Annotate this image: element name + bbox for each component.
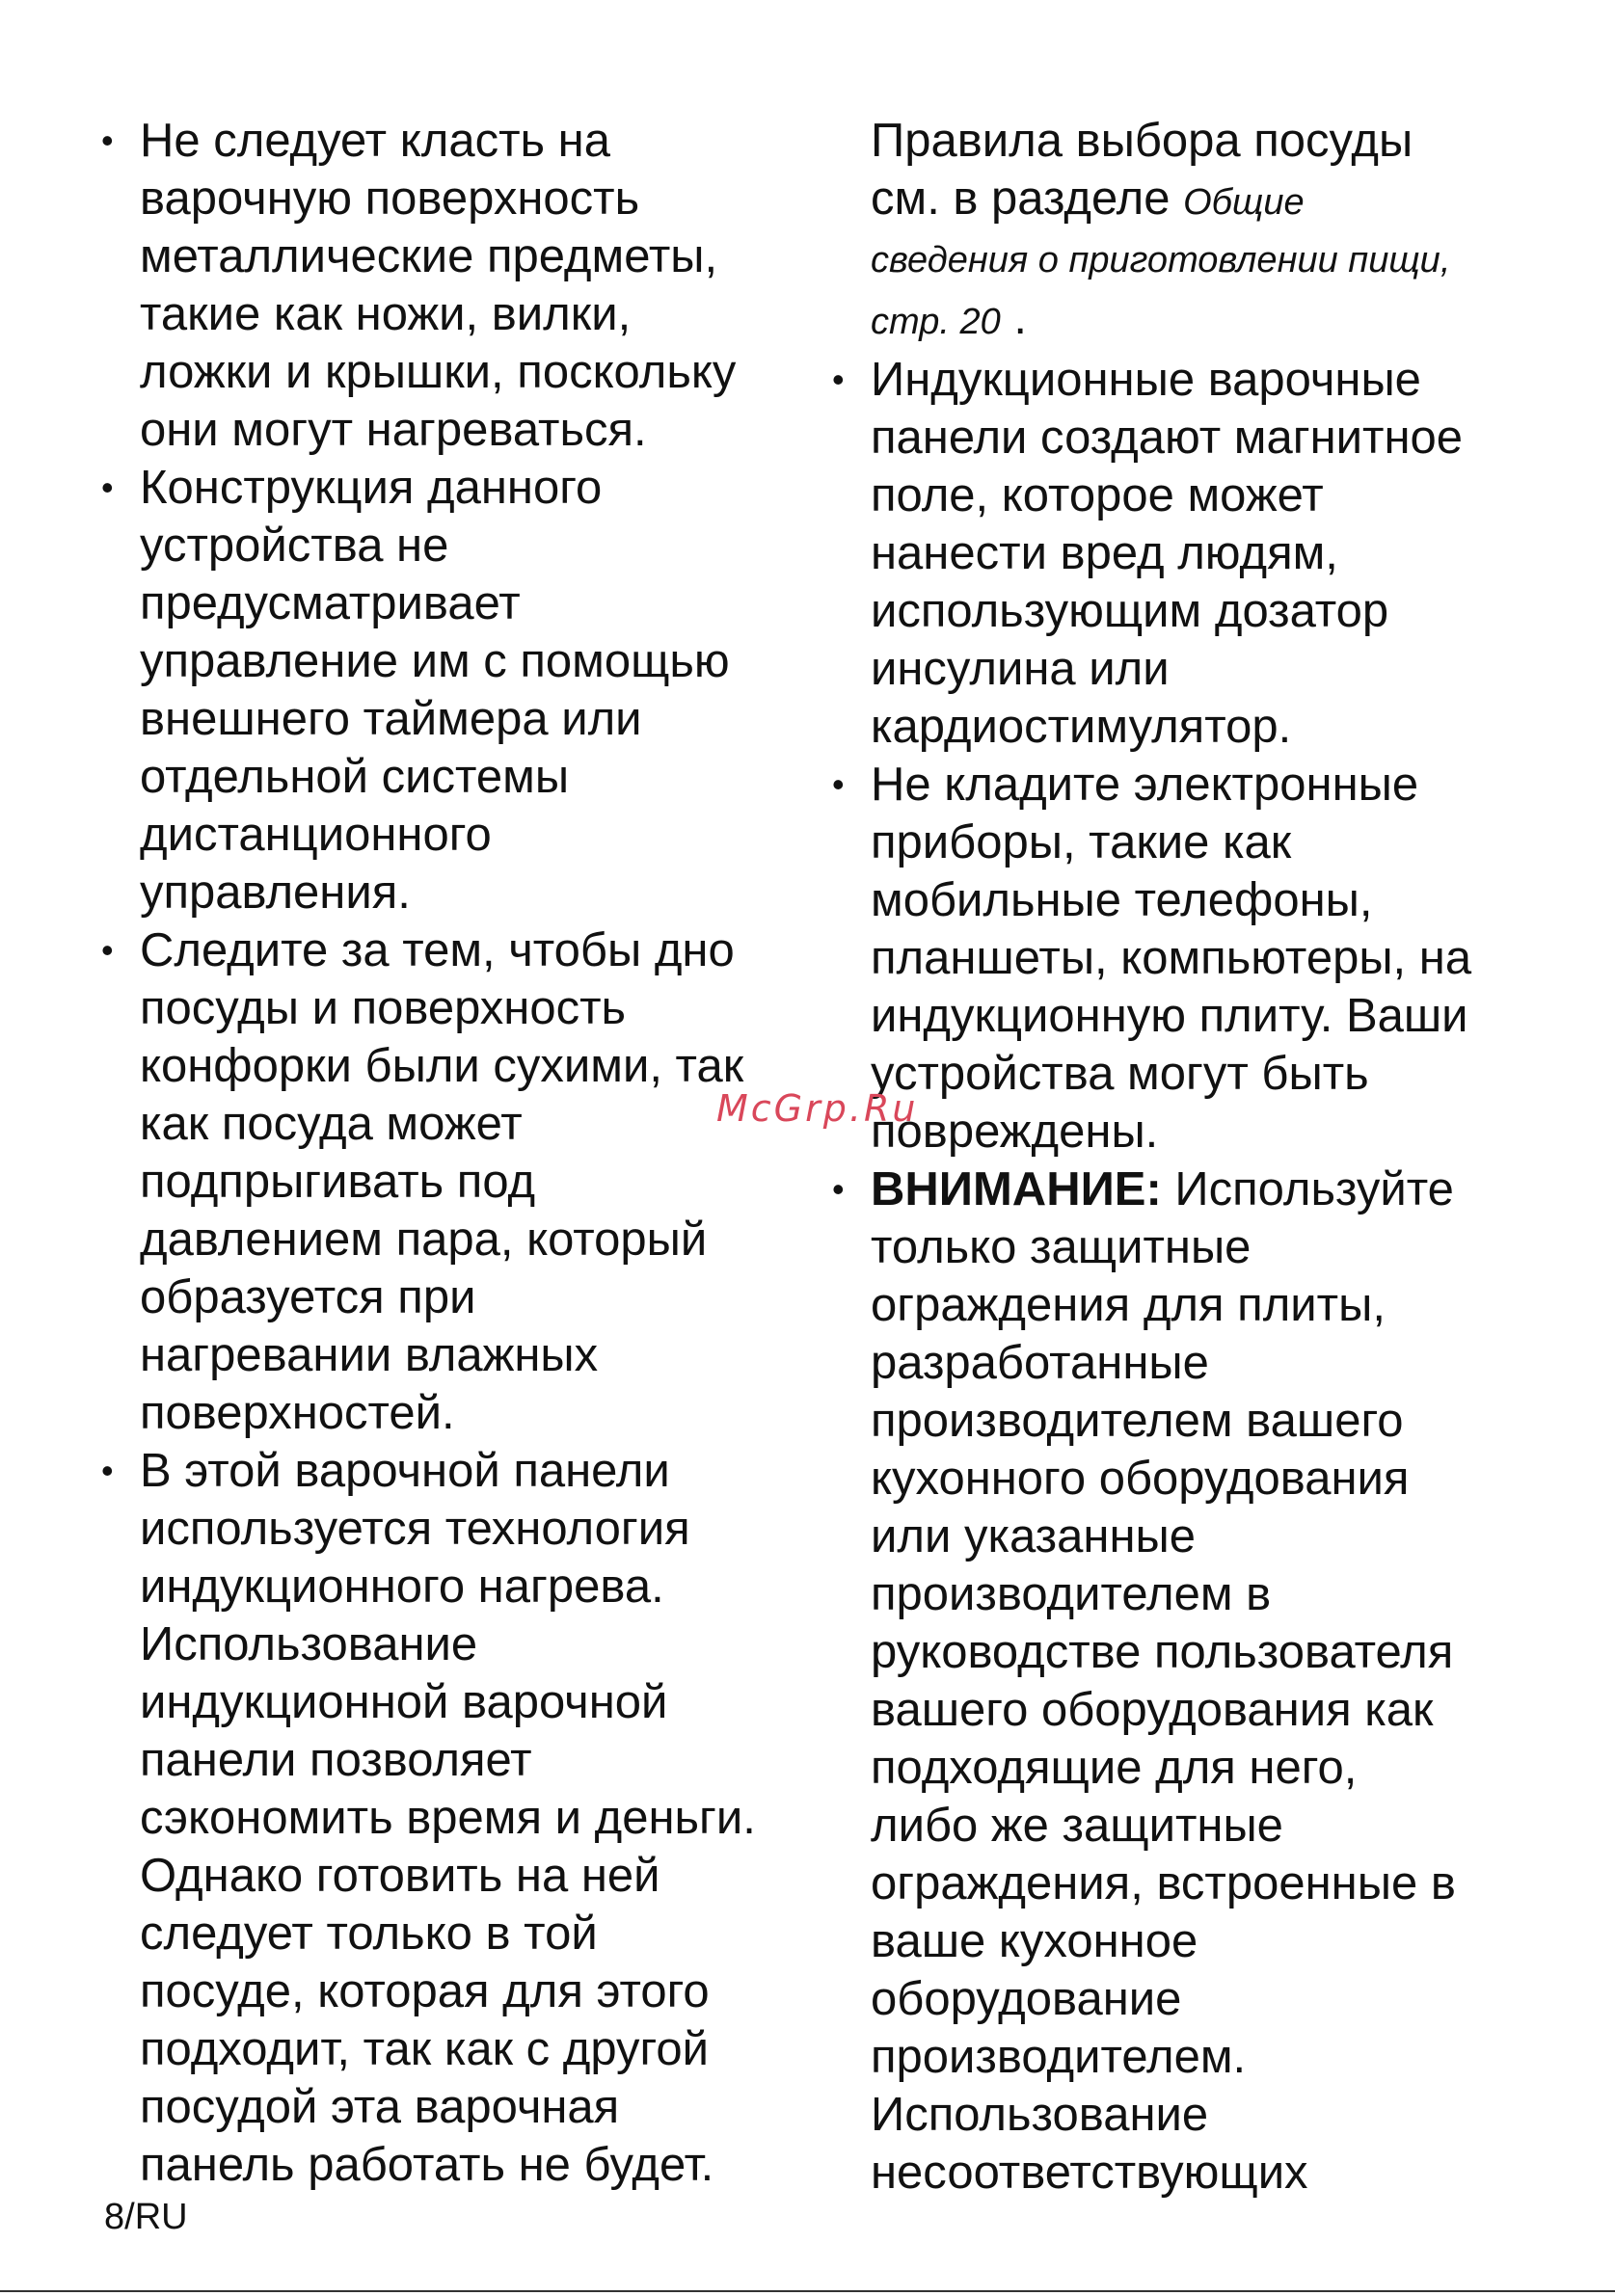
text-line: нагревании влажных — [140, 1329, 599, 1381]
text-line — [871, 289, 1546, 351]
text-line: конфорки были сухими, так — [140, 1040, 744, 1092]
text-line: панели позволяет — [140, 1734, 532, 1786]
left-column — [101, 112, 805, 2194]
text-line: Однако готовить на ней — [140, 1850, 660, 1902]
bullet-item-metal-objects — [101, 112, 805, 459]
text-line: только защитные — [871, 1221, 1252, 1273]
text-line: устройства не — [140, 520, 449, 572]
cross-reference: сведения о приготовлении пищи, — [871, 240, 1451, 280]
text-line: производителем вашего — [871, 1395, 1404, 1447]
text-line: давлением пара, который — [140, 1214, 708, 1266]
text-line: индукционного нагрева. — [140, 1561, 664, 1613]
text-line: используется технология — [140, 1503, 690, 1555]
text-line: ограждения для плиты, — [871, 1279, 1386, 1331]
text-line: вашего оборудования как — [871, 1684, 1434, 1736]
text-fragment: см. в разделе — [871, 173, 1171, 225]
text-line: Использование — [140, 1618, 478, 1670]
text-line: панели создают магнитное — [871, 412, 1464, 464]
text-line: как посуда может — [140, 1098, 523, 1150]
text-line: использующим дозатор — [871, 585, 1389, 637]
text-line: образуется при — [140, 1271, 476, 1323]
text-line: посудой эта варочная — [140, 2081, 620, 2133]
text-line: несоответствующих — [871, 2147, 1308, 2199]
text-line: устройства могут быть — [871, 1048, 1369, 1100]
text-line: производителем в — [871, 1568, 1272, 1620]
bullet-marker: • — [832, 360, 845, 399]
text-line: планшеты, компьютеры, на — [871, 932, 1472, 984]
text-line: поверхностей. — [140, 1387, 455, 1439]
text-line: Не кладите электронные — [871, 759, 1419, 811]
text-line: Использование — [871, 2089, 1209, 2141]
text-fragment: Используйте — [1161, 1163, 1454, 1215]
text-line: приборы, такие как — [871, 816, 1292, 868]
continuation-paragraph — [832, 112, 1546, 351]
text-line: варочную поверхность — [140, 173, 640, 225]
text-line: ваше кухонное — [871, 1915, 1198, 1967]
text-line: отдельной системы — [140, 751, 570, 803]
text-line: подходящие для него, — [871, 1742, 1358, 1794]
text-line: управление им с помощью — [140, 635, 730, 687]
text-line: Не следует класть на — [140, 115, 610, 167]
text-line: металлические предметы, — [140, 230, 718, 282]
text-line: сэкономить время и деньги. — [140, 1792, 756, 1844]
text-line: индукционной варочной — [140, 1676, 668, 1728]
text-line: управления. — [140, 867, 411, 919]
text-line: повреждены. — [871, 1106, 1159, 1158]
cross-reference: Общие — [1183, 182, 1305, 223]
text-line: ограждения, встроенные в — [871, 1857, 1456, 1909]
text-line: нанести вред людям, — [871, 527, 1338, 579]
cross-reference-page: стр. 20 — [871, 302, 1001, 342]
text-line: посуде, которая для этого — [140, 1965, 710, 2017]
bullet-marker: • — [101, 930, 114, 970]
text-fragment: . — [1013, 292, 1027, 344]
text-line: Конструкция данного — [140, 462, 603, 514]
text-line: разработанные — [871, 1337, 1209, 1389]
text-line: Правила выбора посуды — [871, 115, 1413, 167]
bullet-item-dry-surfaces — [101, 921, 805, 1442]
text-line: подходит, так как с другой — [140, 2023, 709, 2075]
warning-label: ВНИМАНИЕ: — [871, 1163, 1162, 1215]
bottom-divider — [0, 2290, 1615, 2292]
bullet-marker: • — [101, 120, 114, 160]
bullet-item-magnetic-field — [832, 351, 1546, 756]
text-line: оборудование — [871, 1973, 1182, 2025]
bullet-item-external-timer — [101, 459, 805, 921]
text-line: производителем. — [871, 2031, 1247, 2083]
text-line — [871, 1161, 1546, 1218]
bullet-item-electronic-devices — [832, 756, 1546, 1161]
bullet-marker: • — [101, 1451, 114, 1490]
text-line: ложки и крышки, поскольку — [140, 346, 737, 398]
bullet-marker: • — [101, 467, 114, 507]
text-line: кухонного оборудования — [871, 1453, 1410, 1505]
bullet-marker: • — [832, 1169, 845, 1209]
text-line: инсулина или — [871, 643, 1170, 695]
watermark: McGrp.Ru — [716, 1087, 919, 1130]
text-line: Индукционные варочные — [871, 354, 1421, 406]
bullet-marker: • — [832, 764, 845, 804]
bullet-item-induction-technology — [101, 1442, 805, 2194]
text-line: мобильные телефоны, — [871, 874, 1373, 926]
text-line: или указанные — [871, 1510, 1196, 1562]
text-line: предусматривает — [140, 577, 521, 629]
text-line: либо же защитные — [871, 1800, 1283, 1852]
text-line: панель работать не будет. — [140, 2139, 714, 2191]
text-line: кардиостимулятор. — [871, 701, 1292, 753]
text-line: В этой варочной панели — [140, 1445, 670, 1497]
bullet-item-warning — [832, 1161, 1546, 2202]
text-line: руководстве пользователя — [871, 1626, 1454, 1678]
text-line: дистанционного — [140, 809, 492, 861]
right-column — [832, 112, 1546, 2202]
page-number: 8/RU — [104, 2197, 188, 2237]
text-line: индукционную плиту. Ваши — [871, 990, 1468, 1042]
text-line: следует только в той — [140, 1908, 598, 1960]
text-line: подпрыгивать под — [140, 1156, 536, 1208]
text-line: посуды и поверхность — [140, 982, 627, 1034]
text-line: Следите за тем, чтобы дно — [140, 924, 735, 976]
text-line — [871, 170, 1546, 231]
text-line: внешнего таймера или — [140, 693, 642, 745]
text-line: такие как ножи, вилки, — [140, 288, 632, 340]
text-line: они могут нагреваться. — [140, 404, 647, 456]
text-line: поле, которое может — [871, 469, 1324, 521]
